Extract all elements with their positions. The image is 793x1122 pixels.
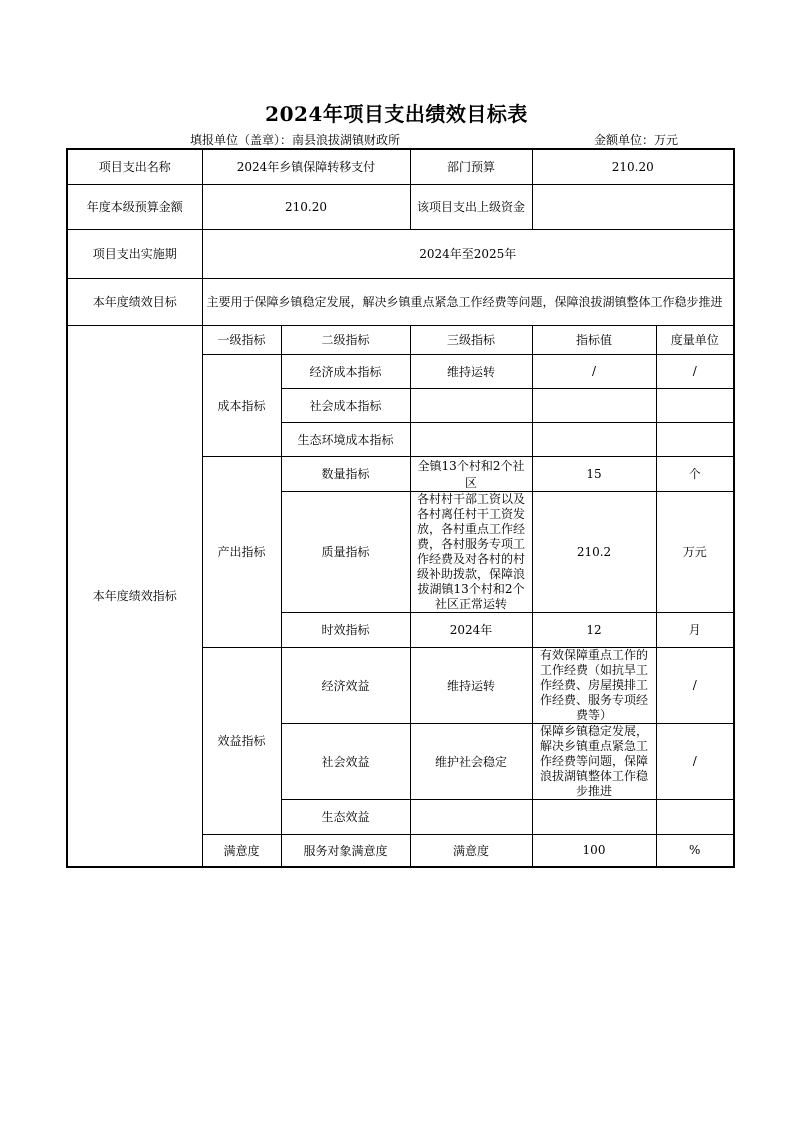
value-cell bbox=[532, 388, 656, 422]
page-title: 2024年项目支出绩效目标表 bbox=[265, 102, 528, 126]
unit-cell: 个 bbox=[656, 456, 734, 491]
header-level1: 一级指标 bbox=[202, 325, 281, 354]
value-cell: / bbox=[532, 354, 656, 388]
group-benefit: 效益指标 bbox=[202, 647, 281, 834]
level3-cell: 各村村干部工资以及各村离任村干工资发放，各村重点工作经费，各村服务专项工作经费及对各村的村级补助拨款，保障浪拔湖镇13个村和2个社区正常运转 bbox=[410, 491, 532, 612]
unit-cell: / bbox=[656, 647, 734, 723]
level3-cell: 2024年 bbox=[410, 612, 532, 647]
level2-cell: 服务对象满意度 bbox=[281, 834, 410, 867]
header-unit: 度量单位 bbox=[656, 325, 734, 354]
annual-budget-label: 年度本级预算金额 bbox=[67, 184, 202, 229]
upper-funds-label: 该项目支出上级资金 bbox=[410, 184, 532, 229]
unit-cell bbox=[656, 799, 734, 834]
group-output: 产出指标 bbox=[202, 456, 281, 647]
header-level3: 三级指标 bbox=[410, 325, 532, 354]
unit-cell: 月 bbox=[656, 612, 734, 647]
value-cell bbox=[532, 422, 656, 456]
table-row bbox=[67, 278, 734, 325]
unit-cell: 万元 bbox=[656, 491, 734, 612]
indicators-label: 本年度绩效指标 bbox=[67, 325, 202, 867]
level2-cell: 生态环境成本指标 bbox=[281, 422, 410, 456]
unit-cell: / bbox=[656, 723, 734, 799]
unit-cell bbox=[656, 388, 734, 422]
project-name-label: 项目支出名称 bbox=[67, 149, 202, 184]
level2-cell: 时效指标 bbox=[281, 612, 410, 647]
level3-cell bbox=[410, 422, 532, 456]
goal-label: 本年度绩效目标 bbox=[67, 278, 202, 325]
dept-budget-value: 210.20 bbox=[532, 149, 734, 184]
value-cell: 有效保障重点工作的工作经费（如抗旱工作经费、房屋摸排工作经费、服务专项经费等） bbox=[532, 647, 656, 723]
unit-cell: / bbox=[656, 354, 734, 388]
dept-budget-label: 部门预算 bbox=[410, 149, 532, 184]
header-level2: 二级指标 bbox=[281, 325, 410, 354]
value-cell: 210.2 bbox=[532, 491, 656, 612]
unit-cell bbox=[656, 422, 734, 456]
value-cell: 15 bbox=[532, 456, 656, 491]
amount-unit: 金额单位：万元 bbox=[594, 133, 679, 147]
goal-value: 主要用于保障乡镇稳定发展，解决乡镇重点紧急工作经费等问题，保障浪拔湖镇整体工作稳步推进 bbox=[202, 278, 734, 325]
value-cell: 12 bbox=[532, 612, 656, 647]
level3-cell bbox=[410, 388, 532, 422]
period-label: 项目支出实施期 bbox=[67, 229, 202, 278]
level3-cell: 维持运转 bbox=[410, 354, 532, 388]
table-row bbox=[67, 229, 734, 278]
value-cell: 100 bbox=[532, 834, 656, 867]
table-row bbox=[67, 184, 734, 229]
level3-cell: 全镇13个村和2个社区 bbox=[410, 456, 532, 491]
level2-cell: 经济成本指标 bbox=[281, 354, 410, 388]
level2-cell: 生态效益 bbox=[281, 799, 410, 834]
level2-cell: 经济效益 bbox=[281, 647, 410, 723]
unit-cell: % bbox=[656, 834, 734, 867]
value-cell: 保障乡镇稳定发展，解决乡镇重点紧急工作经费等问题，保障浪拔湖镇整体工作稳步推进 bbox=[532, 723, 656, 799]
header-value: 指标值 bbox=[532, 325, 656, 354]
level2-cell: 质量指标 bbox=[281, 491, 410, 612]
level3-cell: 维持运转 bbox=[410, 647, 532, 723]
group-satisfaction: 满意度 bbox=[202, 834, 281, 867]
level2-cell: 社会效益 bbox=[281, 723, 410, 799]
level3-cell bbox=[410, 799, 532, 834]
level2-cell: 社会成本指标 bbox=[281, 388, 410, 422]
group-cost: 成本指标 bbox=[202, 354, 281, 456]
reporting-unit: 填报单位（盖章）：南县浪拔湖镇财政所 bbox=[190, 133, 401, 147]
level2-cell: 数量指标 bbox=[281, 456, 410, 491]
level3-cell: 满意度 bbox=[410, 834, 532, 867]
level3-cell: 维护社会稳定 bbox=[410, 723, 532, 799]
table-header-row bbox=[67, 325, 734, 354]
performance-target-table bbox=[66, 148, 735, 868]
period-value: 2024年至2025年 bbox=[202, 229, 734, 278]
value-cell bbox=[532, 799, 656, 834]
annual-budget-value: 210.20 bbox=[202, 184, 410, 229]
table-row bbox=[67, 149, 734, 184]
project-name-value: 2024年乡镇保障转移支付 bbox=[202, 149, 410, 184]
upper-funds-value bbox=[532, 184, 734, 229]
